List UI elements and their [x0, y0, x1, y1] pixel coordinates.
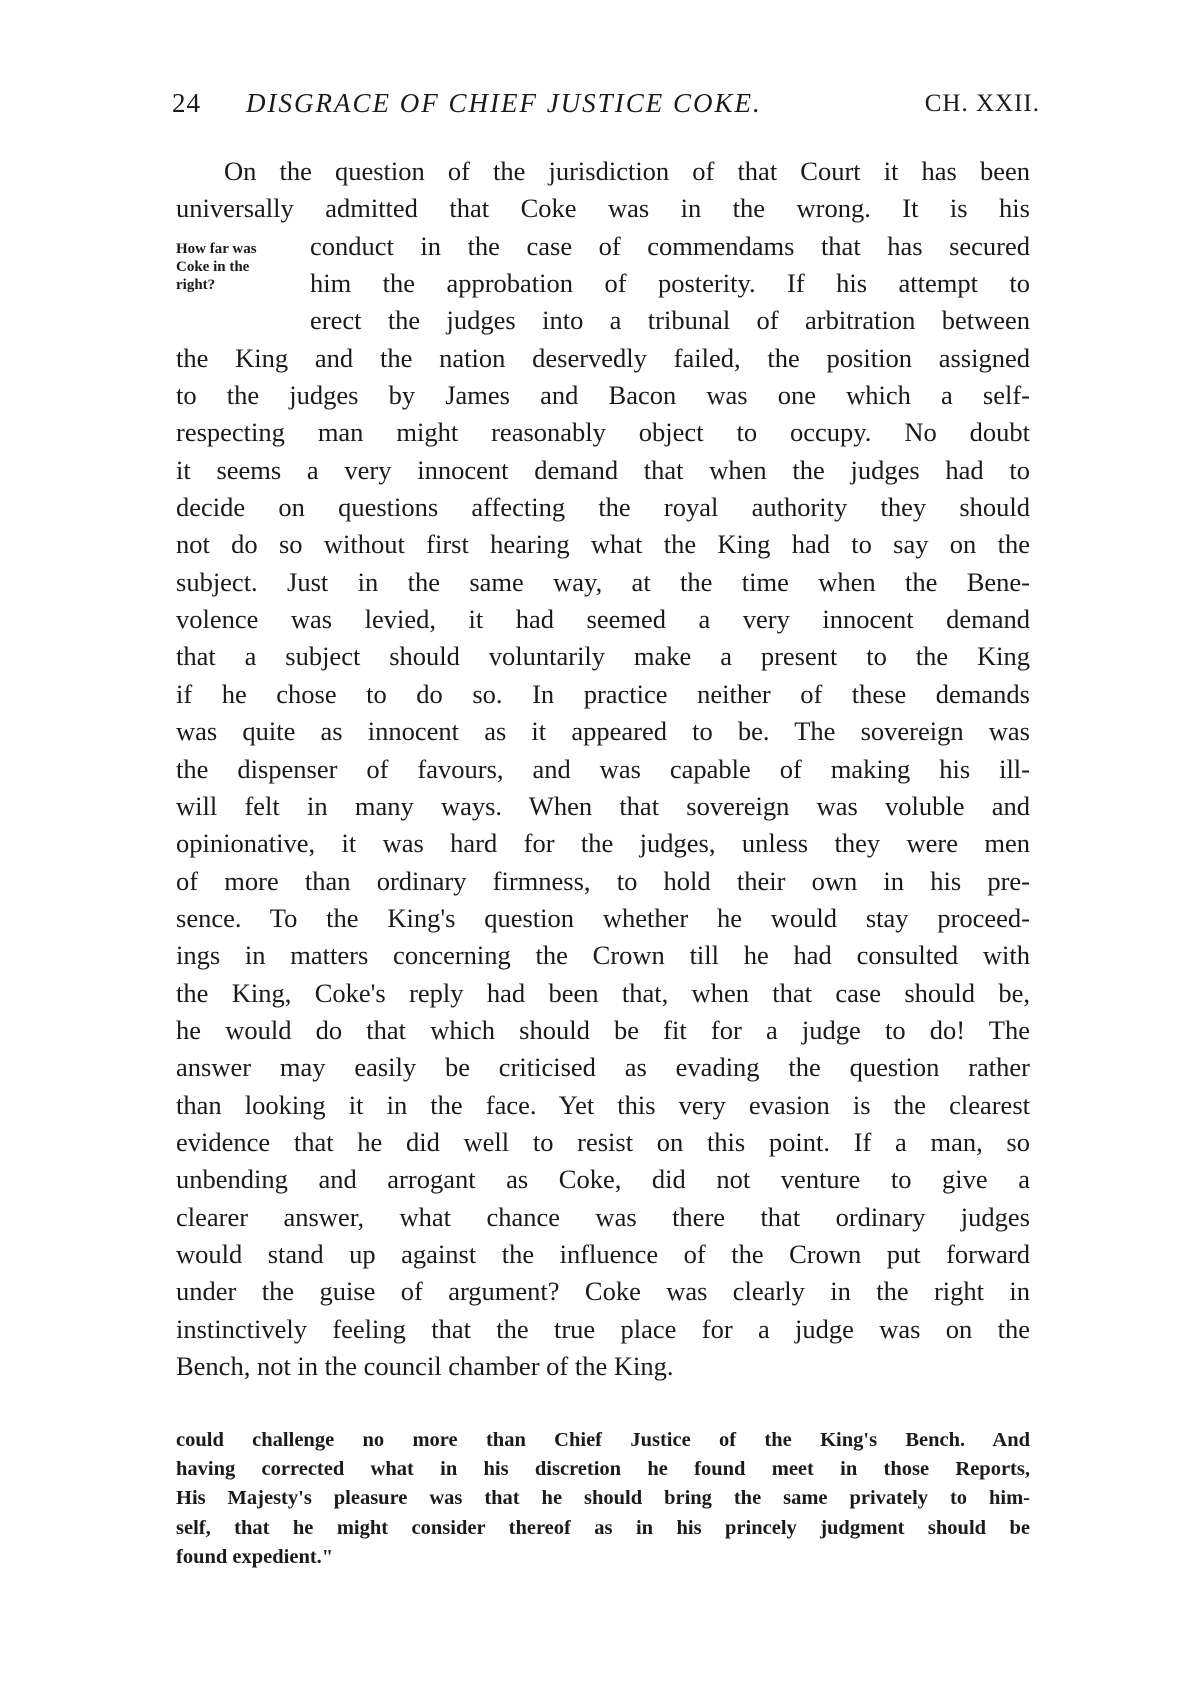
body-line: him the approbation of posterity. If his attempt to	[310, 268, 1030, 299]
body-line: sence. To the King's question whether he would stay proceed-	[176, 902, 1030, 933]
body-line: On the question of the jurisdiction of that Court it has been	[224, 156, 1030, 186]
body-line: answer may easily be criticised as evading the question rather	[176, 1052, 1030, 1083]
body-line: erect the judges into a tribunal of arbitration between	[310, 305, 1030, 336]
body-line: under the guise of argument? Coke was clearly in the right in	[176, 1276, 1030, 1307]
body-line: to the judges by James and Bacon was one which a self-	[176, 380, 1030, 411]
body-line: instinctively feeling that the true place for a judge was on the	[176, 1313, 1030, 1344]
body-line: Bench, not in the council chamber of the King.	[176, 1351, 674, 1381]
body-paragraph	[176, 153, 1030, 1385]
page-number: 24	[172, 88, 201, 118]
footnote-line: self, that he might consider thereof as in his princely judgment should be	[176, 1516, 1030, 1539]
body-line: was quite as innocent as it appeared to be. The sovereign was	[176, 716, 1030, 747]
footnote-line: could challenge no more than Chief Justice of the King's Bench. And	[176, 1429, 1030, 1451]
body-line: opinionative, it was hard for the judges, unless they were men	[176, 828, 1030, 859]
body-line: ings in matters concerning the Crown till he had consulted with	[176, 940, 1030, 971]
body-line: subject. Just in the same way, at the time when the Bene-	[176, 566, 1030, 597]
body-line: conduct in the case of commendams that has secured	[310, 230, 1030, 261]
body-line: the dispenser of favours, and was capable of making his ill-	[176, 753, 1030, 784]
body-line: universally admitted that Coke was in the wrong. It is his	[176, 193, 1030, 224]
body-line: would stand up against the influence of the Crown put forward	[176, 1238, 1030, 1269]
body-line: clearer answer, what chance was there that ordinary judges	[176, 1201, 1030, 1232]
body-line: evidence that he did well to resist on this point. If a man, so	[176, 1126, 1030, 1157]
body-line: decide on questions affecting the royal authority they should	[176, 492, 1030, 523]
body-line: will felt in many ways. When that sovereign was voluble and	[176, 790, 1030, 821]
body-line: it seems a very innocent demand that when the judges had to	[176, 454, 1030, 485]
running-head-title: DISGRACE OF CHIEF JUSTICE COKE.	[246, 88, 762, 118]
body-line: not do so without first hearing what the King had to say on the	[176, 529, 1030, 560]
body-line: than looking it in the face. Yet this very evasion is the clearest	[176, 1089, 1030, 1120]
margin-note-line: How far was	[176, 241, 257, 257]
body-line: he would do that which should be fit for a judge to do! The	[176, 1014, 1030, 1045]
body-line: unbending and arrogant as Coke, did not venture to give a	[176, 1164, 1030, 1195]
footnote-line: having corrected what in his discretion he found meet in those Reports,	[176, 1458, 1030, 1481]
chapter-label: CH. XXII.	[924, 90, 1040, 117]
body-line: volence was levied, it had seemed a very innocent demand	[176, 604, 1030, 635]
body-line: the King, Coke's reply had been that, when that case should be,	[176, 977, 1030, 1008]
footnote	[176, 1426, 1030, 1572]
running-head	[172, 88, 1040, 128]
margin-note-line: right?	[176, 277, 216, 293]
footnote-line: His Majesty's pleasure was that he should bring the same privately to him-	[176, 1487, 1030, 1510]
margin-note-line: Coke in the	[176, 259, 250, 275]
body-line: of more than ordinary firmness, to hold their own in his pre-	[176, 865, 1030, 896]
body-line: respecting man might reasonably object to occupy. No doubt	[176, 417, 1030, 448]
footnote-line: found expedient."	[176, 1545, 334, 1568]
body-line: if he chose to do so. In practice neither of these demands	[176, 678, 1030, 709]
body-line: that a subject should voluntarily make a present to the King	[176, 641, 1030, 672]
body-line: the King and the nation deservedly failed, the position assigned	[176, 342, 1030, 373]
